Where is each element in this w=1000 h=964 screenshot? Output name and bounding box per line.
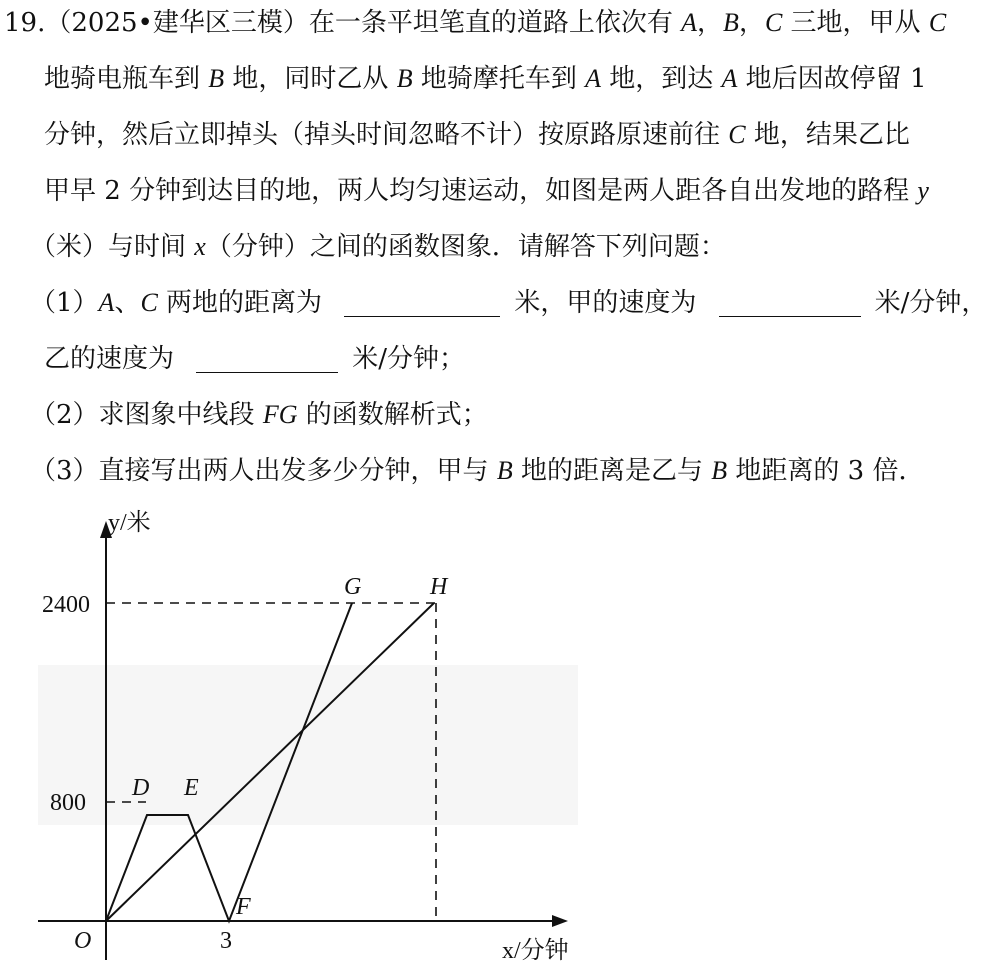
- text-seg: 米，甲的速度为: [514, 288, 697, 318]
- text-var: A: [585, 64, 601, 93]
- text-seg: 米/分钟；: [352, 344, 466, 374]
- text-seg: （3）直接写出两人出发多少分钟，甲与: [30, 456, 497, 486]
- text-seg: 地骑电瓶车到: [44, 64, 209, 94]
- text-seg: 三地，甲从: [782, 8, 929, 38]
- text-seg: 、: [114, 288, 141, 318]
- y-tick-800: 800: [50, 790, 86, 816]
- y-tick-2400: 2400: [42, 592, 90, 618]
- text-var: y: [917, 176, 929, 205]
- point-label-d: D: [132, 775, 150, 801]
- text-seg: 地距离的 3 倍．: [727, 456, 925, 486]
- text-seg: （米）与时间: [30, 232, 195, 262]
- problem-number: 19.: [4, 8, 46, 38]
- text-seg: ，: [697, 8, 724, 38]
- text-seg: 甲早 2 分钟到达目的地，两人均匀速运动，如图是两人距各自出发地的路程: [44, 176, 918, 206]
- text-seg: 分钟，然后立即掉头（掉头时间忽略不计）按原路原速前往: [44, 120, 729, 150]
- text-seg: 地，同时乙从: [224, 64, 397, 94]
- text-seg: （分钟）之间的函数图象．请解答下列问题：: [205, 232, 726, 262]
- text-seg: 在一条平坦笔直的道路上依次有: [308, 8, 682, 38]
- origin-label: O: [74, 928, 92, 954]
- text-var: B: [723, 8, 739, 37]
- text-var: A: [681, 8, 698, 37]
- text-var: C: [764, 8, 783, 37]
- text-seg: 两地的距离为: [157, 288, 323, 318]
- point-label-f: F: [236, 894, 251, 920]
- text-var: C: [140, 288, 158, 317]
- text-var: B: [396, 64, 413, 93]
- x-tick-3: 3: [220, 928, 232, 954]
- text-var: x: [194, 232, 206, 261]
- text-seg: 地后因故停留 1: [737, 64, 927, 94]
- text-var: C: [928, 8, 947, 37]
- point-label-g: G: [344, 574, 362, 600]
- x-axis-label: x/分钟: [502, 938, 569, 964]
- text-seg: 地，结果乙比: [745, 120, 910, 150]
- x-axis-arrow: [552, 915, 568, 927]
- q1-label: （1）: [30, 288, 99, 318]
- text-seg: 地，到达: [601, 64, 722, 94]
- text-seg: ，: [738, 8, 765, 38]
- text-var: B: [208, 64, 225, 93]
- text-var: C: [728, 120, 746, 149]
- text-seg: 乙的速度为: [44, 344, 175, 374]
- point-label-h: H: [430, 574, 448, 600]
- point-label-e: E: [184, 775, 199, 801]
- text-seg: （2）求图象中线段: [30, 400, 263, 430]
- text-var: A: [98, 288, 115, 317]
- text-var: A: [721, 64, 738, 93]
- text-seg: 米/分钟，: [874, 288, 988, 318]
- problem-source: （2025•建华区三模）: [45, 8, 309, 38]
- text-seg: 地骑摩托车到: [412, 64, 586, 94]
- text-var: FG: [262, 400, 298, 429]
- text-seg: 的函数解析式；: [297, 400, 488, 430]
- graph-shading: [38, 665, 578, 825]
- text-var: B: [711, 456, 728, 485]
- text-seg: 地的距离是乙与: [512, 456, 712, 486]
- y-axis-label: y/米: [108, 510, 151, 536]
- text-var: B: [496, 456, 513, 485]
